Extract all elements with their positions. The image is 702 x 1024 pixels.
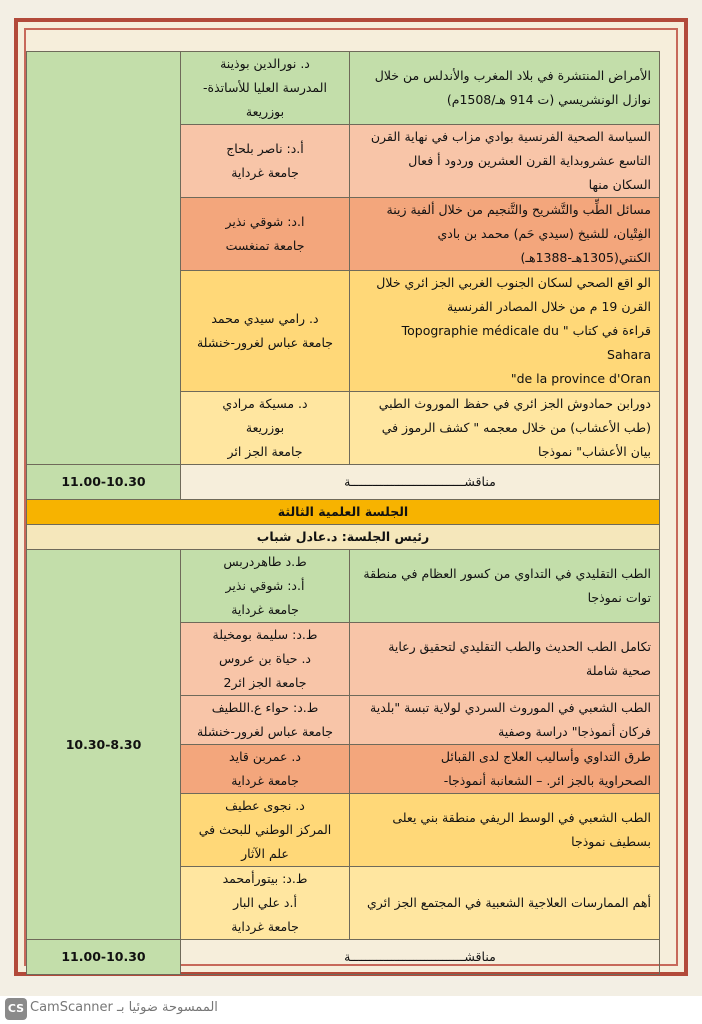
author-cell [181, 52, 350, 125]
text-line: التاسع عشروبداية القرن العشرين وردود أ فعال [408, 153, 651, 168]
author-cell [181, 745, 350, 794]
discussion-time: 11.00-10.30 [27, 465, 181, 500]
text-line: صحية شاملة [586, 663, 651, 678]
text-line: ط.د: حواء ع.اللطيف [211, 700, 319, 715]
text-line: د. عمربن قايد [229, 749, 301, 764]
text-line: الفِتْيان، للشيخ (سيدي حَم) محمد بن بادي [437, 226, 651, 241]
author-cell [181, 125, 350, 198]
text-line: د. مسيكة مرادي [222, 396, 308, 411]
discussion-time: 11.00-10.30 [27, 940, 181, 975]
text-line: المركز الوطني للبحث في علم الآثار [198, 822, 332, 861]
text-line: السياسة الصحية الفرنسية بوادي مزاب في نهاية القرن [370, 129, 651, 144]
text-line: جامعة تمنغست [225, 238, 305, 253]
text-line: أ.د علي البار [233, 895, 297, 910]
text-line: الو اقع الصحي لسكان الجنوب الغربي الجز ائري خلال [376, 275, 651, 290]
paper-title-cell [350, 550, 660, 623]
text-line: بيان الأعشاب" نموذجا [538, 444, 651, 459]
text-line: مسائل الطِّب والتَّشريح والتَّنجيم من خلال ألفية زينة [386, 202, 651, 217]
discussion-row [27, 940, 660, 975]
camscanner-logo-icon: CS [5, 998, 27, 1020]
discussion-label: مناقشـــــــــــــــــــــــــــــــة [181, 940, 660, 975]
time-cell-empty [27, 52, 181, 465]
text-line: (طب الأعشاب) من خلال معجمه " كشف الرموز في [381, 420, 651, 435]
paper-title-cell [350, 52, 660, 125]
text-line: السكان منها [588, 177, 651, 192]
camscanner-caption: الممسوحة ضوئيا بـ CamScanner [30, 1000, 218, 1015]
paper-title-cell [350, 867, 660, 940]
text-line: د. نورالدين بوذينة [220, 56, 310, 71]
text-line: ط.د: سليمة بومخيلة [212, 627, 318, 642]
text-line: الأمراض المنتشرة في بلاد المغرب والأندلس من خلال [374, 68, 651, 83]
author-cell [181, 794, 350, 867]
session-title: الجلسة العلمية الثالثة [27, 500, 660, 525]
author-cell [181, 696, 350, 745]
author-cell [181, 623, 350, 696]
text-line: أ.د: ناصر بلحاج [226, 141, 304, 156]
text-line: الطب الشعبي في الموروث السردي لولاية تبسة "بلدية [370, 700, 651, 715]
text-line: فركان أنموذجا" دراسة وصفية [498, 724, 651, 739]
text-line: ط.د: بيتورأمحمد [222, 871, 308, 886]
paper-row [27, 550, 660, 623]
text-line: توات نموذجا [587, 590, 651, 605]
text-line: تكامل الطب الحديث والطب التقليدي لتحقيق رعاية [388, 639, 651, 654]
text-line: د. نجوى عطيف [225, 798, 305, 813]
paper-title-cell [350, 745, 660, 794]
text-line: جامعة غرداية [231, 919, 299, 934]
text-line: الصحراوية بالجز ائر. – الشعانبة أنموذجا- [443, 773, 651, 788]
text-line: جامعة غرداية [231, 602, 299, 617]
session-chair: رئيس الجلسة: د.عادل شباب [27, 525, 660, 550]
scanner-footer [0, 996, 702, 1024]
text-line: بوزريعة [245, 420, 285, 435]
text-line: جامعة الجز ائر2 [223, 675, 307, 690]
paper-title-cell [350, 271, 660, 392]
paper-title-cell [350, 696, 660, 745]
text-line: الكنتي(1305هـ-1388هـ) [520, 250, 651, 265]
text-line: ا.د: شوقي نذير [225, 214, 305, 229]
text-line: أ.د: شوقي نذير [225, 578, 305, 593]
text-line: نوازل الونشريسي (ت 914 هـ/1508م) [446, 92, 651, 107]
paper-title-cell [350, 623, 660, 696]
text-line: قراءة في كتاب " Topographie médicale du Sahara [401, 323, 651, 362]
author-cell [181, 271, 350, 392]
paper-title-cell [350, 392, 660, 465]
text-line: جامعة عباس لغرور-خنشلة [196, 335, 334, 350]
text-line: القرن 19 م من خلال المصادر الفرنسية [446, 299, 651, 314]
text-line: جامعة غرداية [231, 773, 299, 788]
text-line: جامعة عباس لغرور-خنشلة [196, 724, 334, 739]
session-chair-row [27, 525, 660, 550]
discussion-label: مناقشـــــــــــــــــــــــــــــــة [181, 465, 660, 500]
paper-row [27, 52, 660, 125]
text-line: المدرسة العليا للأساتذة- بوزريعة [203, 80, 327, 119]
author-cell [181, 550, 350, 623]
text-line: الطب التقليدي في التداوي من كسور العظام في منطقة [363, 566, 651, 581]
text-line: د. حياة بن عروس [219, 651, 311, 666]
text-line: ط.د طاهردربس [223, 554, 307, 569]
text-line: د. رامي سيدي محمد [211, 311, 319, 326]
text-line: طرق التداوي وأساليب العلاج لدى القبائل [440, 749, 651, 764]
text-line: جامعة غرداية [231, 165, 299, 180]
author-cell [181, 392, 350, 465]
session-title-row [27, 500, 660, 525]
text-line: الطب الشعبي في الوسط الريفي منطقة بني يعلى [392, 810, 651, 825]
paper-title-cell [350, 125, 660, 198]
session-time: 10.30-8.30 [27, 550, 181, 940]
author-cell [181, 867, 350, 940]
text-line: بسطيف نموذجا [571, 834, 651, 849]
author-cell [181, 198, 350, 271]
schedule-table [26, 51, 660, 975]
discussion-row [27, 465, 660, 500]
paper-title-cell [350, 198, 660, 271]
text-line: de la province d'Oran" [510, 371, 651, 386]
text-line: أهم الممارسات العلاجية الشعبية في المجتمع الجز ائري [366, 895, 651, 910]
text-line: دورابن حمادوش الجز ائري في حفظ الموروث الطبي [378, 396, 651, 411]
paper-title-cell [350, 794, 660, 867]
text-line: جامعة الجز ائر [227, 444, 303, 459]
